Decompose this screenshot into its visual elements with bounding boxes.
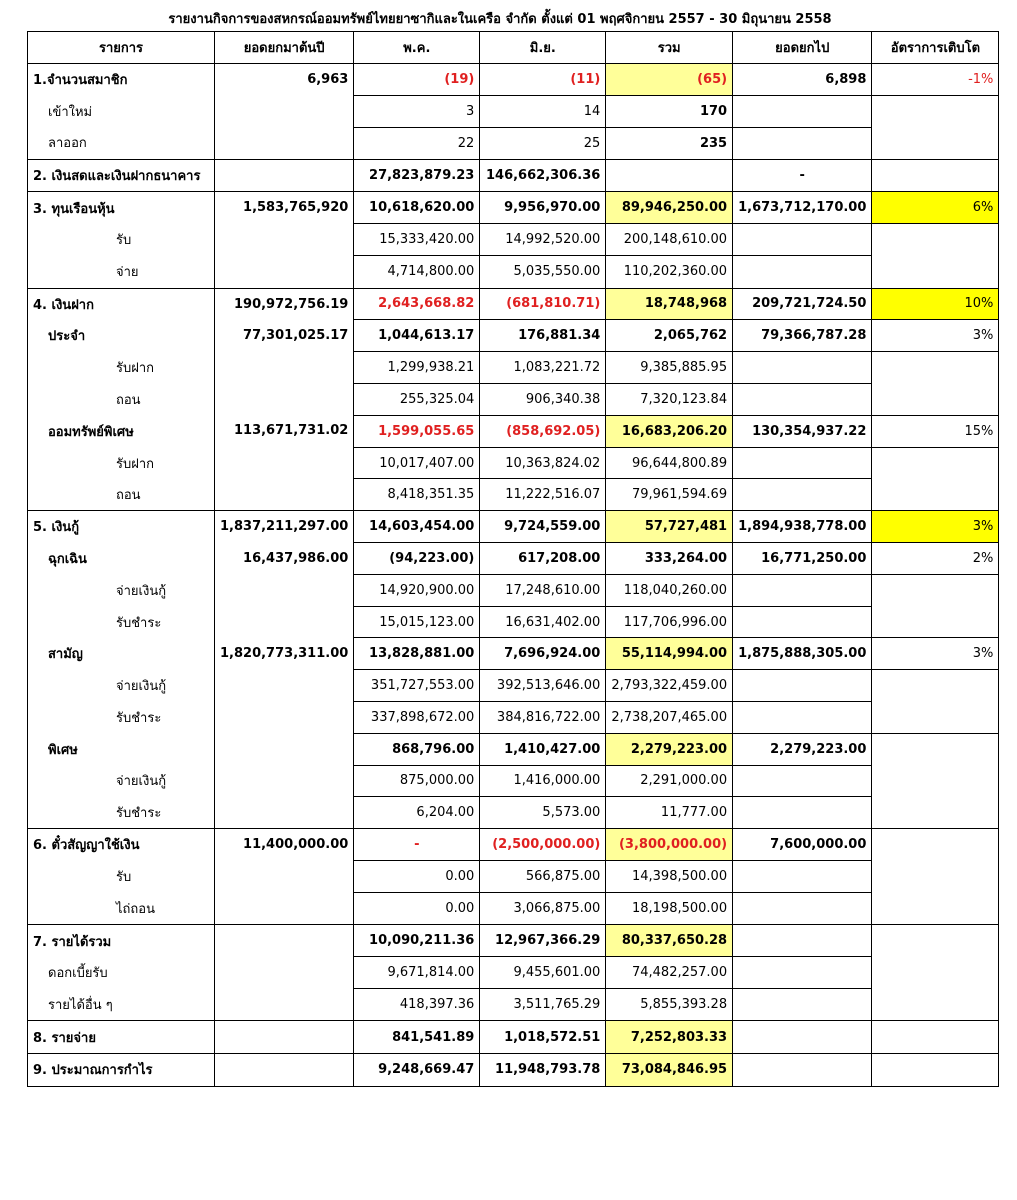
table-row: [28, 797, 999, 829]
growth-rate-cell: [872, 765, 999, 797]
column-header-total: รวม: [606, 32, 733, 64]
row-label: จ่าย: [28, 256, 215, 288]
table-row: [28, 127, 999, 159]
opening-balance-value: [220, 1021, 348, 1053]
opening-balance-value: 190,972,756.19: [233, 296, 349, 312]
carry-forward-cell: 16,771,250.00: [733, 543, 872, 575]
opening-balance-value: [220, 95, 348, 127]
opening-balance-value: 1,820,773,311.00: [220, 646, 349, 662]
growth-rate-cell: [872, 574, 999, 606]
row-label: รับฝาก: [28, 447, 215, 479]
growth-rate-cell: [872, 127, 999, 159]
carry-forward-cell: [733, 670, 872, 702]
growth-rate-cell: 3%: [872, 638, 999, 670]
total-cell: 18,748,968: [606, 288, 733, 320]
june-cell: 9,455,601.00: [480, 957, 606, 989]
carry-forward-cell: 1,673,712,170.00: [733, 192, 872, 224]
may-cell: 1,044,613.17: [354, 320, 480, 352]
june-cell: 11,222,516.07: [480, 479, 606, 511]
row-label: 1.จำนวนสมาชิก: [28, 63, 215, 95]
carry-forward-cell: [733, 925, 872, 957]
june-cell: 12,967,366.29: [480, 925, 606, 957]
growth-rate-cell: [872, 670, 999, 702]
carry-forward-cell: [733, 224, 872, 256]
carry-forward-cell: [733, 574, 872, 606]
opening-balance-value: 1,837,211,297.00: [220, 519, 349, 535]
opening-balance-value: 113,671,731.02: [233, 423, 349, 439]
table-row: [28, 352, 999, 384]
row-label: ออมทรัพย์พิเศษ: [28, 415, 215, 447]
row-label: ถอน: [28, 479, 215, 511]
may-cell: 14,920,900.00: [354, 574, 480, 606]
opening-balance-cell: [215, 192, 354, 288]
row-label: 9. ประมาณการกำไร: [28, 1054, 215, 1087]
table-row: [28, 383, 999, 415]
table-row: [28, 288, 999, 320]
column-header-carry-forward: ยอดยกไป: [733, 32, 872, 64]
june-cell: 16,631,402.00: [480, 606, 606, 638]
carry-forward-cell: [733, 127, 872, 159]
growth-rate-cell: [872, 797, 999, 829]
total-cell: 57,727,481: [606, 511, 733, 543]
row-label: รับ: [28, 861, 215, 893]
opening-balance-value: [220, 701, 348, 733]
opening-balance-value: [220, 127, 348, 159]
carry-forward-cell: [733, 352, 872, 384]
may-cell: (94,223.00): [354, 543, 480, 575]
june-cell: 1,018,572.51: [480, 1021, 606, 1054]
opening-balance-cell: [215, 1054, 354, 1087]
row-label: จ่ายเงินกู้: [28, 574, 215, 606]
may-cell: 255,325.04: [354, 383, 480, 415]
row-label: ประจำ: [28, 320, 215, 352]
growth-rate-cell: 2%: [872, 543, 999, 575]
opening-balance-value: [220, 224, 348, 256]
opening-balance-value: 6,963: [307, 71, 349, 87]
june-cell: 1,416,000.00: [480, 765, 606, 797]
growth-rate-cell: [872, 479, 999, 511]
total-cell: 117,706,996.00: [606, 606, 733, 638]
june-cell: 5,573.00: [480, 797, 606, 829]
table-row: [28, 606, 999, 638]
total-cell: 2,291,000.00: [606, 765, 733, 797]
column-header-may: พ.ค.: [354, 32, 480, 64]
growth-rate-cell: [872, 733, 999, 765]
total-cell: 2,065,762: [606, 320, 733, 352]
opening-balance-value: [220, 256, 348, 288]
table-row: [28, 733, 999, 765]
opening-balance-value: [220, 797, 348, 829]
growth-rate-cell: [872, 1021, 999, 1054]
growth-rate-cell: [872, 1054, 999, 1087]
carry-forward-cell: 209,721,724.50: [733, 288, 872, 320]
growth-rate-cell: [872, 957, 999, 989]
table-row: [28, 1054, 999, 1087]
may-cell: 13,828,881.00: [354, 638, 480, 670]
june-cell: 14,992,520.00: [480, 224, 606, 256]
total-cell: 118,040,260.00: [606, 574, 733, 606]
report-body: [28, 32, 999, 1087]
june-cell: 7,696,924.00: [480, 638, 606, 670]
growth-rate-cell: [872, 925, 999, 957]
report-title: รายงานกิจการของสหกรณ์ออมทรัพย์ไทยยาซากิและในเครือ จำกัด ตั้งแต่ 01 พฤศจิกายน 2557 - 30 มิถุนายน 2558: [168, 12, 832, 27]
june-cell: 1,410,427.00: [480, 733, 606, 765]
report-table: [27, 31, 999, 1087]
may-cell: 6,204.00: [354, 797, 480, 829]
may-cell: 3: [354, 95, 480, 127]
june-cell: 3,066,875.00: [480, 893, 606, 925]
june-cell: 1,083,221.72: [480, 352, 606, 384]
carry-forward-cell: [733, 95, 872, 127]
may-cell: 418,397.36: [354, 989, 480, 1021]
opening-balance-value: [220, 670, 348, 702]
may-cell: 10,090,211.36: [354, 925, 480, 957]
growth-rate-cell: [872, 256, 999, 288]
header-row: [28, 32, 999, 64]
row-label: 3. ทุนเรือนหุ้น: [28, 192, 215, 224]
may-cell: 10,618,620.00: [354, 192, 480, 224]
table-row: [28, 574, 999, 606]
total-cell: [606, 159, 733, 192]
table-row: [28, 447, 999, 479]
june-cell: 11,948,793.78: [480, 1054, 606, 1087]
total-cell: 11,777.00: [606, 797, 733, 829]
carry-forward-cell: [733, 989, 872, 1021]
table-row: [28, 829, 999, 861]
growth-rate-cell: 3%: [872, 320, 999, 352]
may-cell: 2,643,668.82: [354, 288, 480, 320]
row-label: 8. รายจ่าย: [28, 1021, 215, 1054]
table-row: [28, 925, 999, 957]
carry-forward-cell: 1,875,888,305.00: [733, 638, 872, 670]
row-label: 4. เงินฝาก: [28, 288, 215, 320]
total-cell: 74,482,257.00: [606, 957, 733, 989]
total-cell: 96,644,800.89: [606, 447, 733, 479]
may-cell: 9,671,814.00: [354, 957, 480, 989]
may-cell: 4,714,800.00: [354, 256, 480, 288]
carry-forward-cell: [733, 765, 872, 797]
table-row: [28, 543, 999, 575]
growth-rate-cell: 6%: [872, 192, 999, 224]
opening-balance-cell: [215, 511, 354, 829]
row-label: รับ: [28, 224, 215, 256]
carry-forward-cell: [733, 383, 872, 415]
may-cell: 1,599,055.65: [354, 415, 480, 447]
opening-balance-value: [220, 733, 348, 765]
table-row: [28, 320, 999, 352]
total-cell: 80,337,650.28: [606, 925, 733, 957]
row-label: จ่ายเงินกู้: [28, 765, 215, 797]
carry-forward-cell: 7,600,000.00: [733, 829, 872, 861]
opening-balance-value: [220, 893, 348, 925]
table-row: [28, 765, 999, 797]
opening-balance-cell: [215, 63, 354, 159]
table-row: [28, 95, 999, 127]
row-label: ลาออก: [28, 127, 215, 159]
june-cell: 9,724,559.00: [480, 511, 606, 543]
may-cell: (19): [354, 63, 480, 95]
carry-forward-cell: [733, 256, 872, 288]
table-row: [28, 670, 999, 702]
total-cell: 7,320,123.84: [606, 383, 733, 415]
opening-balance-value: [220, 1054, 348, 1086]
table-row: [28, 1021, 999, 1054]
growth-rate-cell: [872, 447, 999, 479]
carry-forward-cell: [733, 861, 872, 893]
table-row: [28, 159, 999, 192]
row-label: ดอกเบี้ยรับ: [28, 957, 215, 989]
row-label: ฉุกเฉิน: [28, 543, 215, 575]
may-cell: 875,000.00: [354, 765, 480, 797]
carry-forward-cell: [733, 797, 872, 829]
carry-forward-cell: 1,894,938,778.00: [733, 511, 872, 543]
row-label: พิเศษ: [28, 733, 215, 765]
june-cell: 566,875.00: [480, 861, 606, 893]
total-cell: 170: [606, 95, 733, 127]
total-cell: (65): [606, 63, 733, 95]
opening-balance-value: [220, 861, 348, 893]
growth-rate-cell: [872, 224, 999, 256]
total-cell: 333,264.00: [606, 543, 733, 575]
row-label: 7. รายได้รวม: [28, 925, 215, 957]
total-cell: 9,385,885.95: [606, 352, 733, 384]
total-cell: 55,114,994.00: [606, 638, 733, 670]
opening-balance-value: [220, 160, 348, 192]
june-cell: 9,956,970.00: [480, 192, 606, 224]
may-cell: 351,727,553.00: [354, 670, 480, 702]
table-row: [28, 989, 999, 1021]
table-row: [28, 192, 999, 224]
may-cell: 1,299,938.21: [354, 352, 480, 384]
opening-balance-cell: [215, 925, 354, 1021]
growth-rate-cell: [872, 861, 999, 893]
may-cell: 27,823,879.23: [354, 159, 480, 192]
carry-forward-cell: [733, 702, 872, 734]
table-row: [28, 638, 999, 670]
carry-forward-cell: 2,279,223.00: [733, 733, 872, 765]
opening-balance-value: 1,583,765,920: [243, 200, 349, 216]
may-cell: 22: [354, 127, 480, 159]
column-header-june: มิ.ย.: [480, 32, 606, 64]
table-row: [28, 415, 999, 447]
carry-forward-cell: [733, 479, 872, 511]
growth-rate-cell: -1%: [872, 63, 999, 95]
may-cell: 0.00: [354, 861, 480, 893]
opening-balance-value: 11,400,000.00: [243, 837, 349, 853]
growth-rate-cell: [872, 893, 999, 925]
total-cell: 5,855,393.28: [606, 989, 733, 1021]
growth-rate-cell: [872, 159, 999, 192]
row-label: เข้าใหม่: [28, 95, 215, 127]
table-row: [28, 256, 999, 288]
june-cell: (858,692.05): [480, 415, 606, 447]
total-cell: 89,946,250.00: [606, 192, 733, 224]
table-row: [28, 479, 999, 511]
table-row: [28, 893, 999, 925]
june-cell: 17,248,610.00: [480, 574, 606, 606]
row-label: 6. ตั๋วสัญญาใช้เงิน: [28, 829, 215, 861]
june-cell: (2,500,000.00): [480, 829, 606, 861]
growth-rate-cell: [872, 989, 999, 1021]
may-cell: 15,333,420.00: [354, 224, 480, 256]
row-label: สามัญ: [28, 638, 215, 670]
may-cell: 15,015,123.00: [354, 606, 480, 638]
table-row: [28, 957, 999, 989]
opening-balance-cell: [215, 829, 354, 925]
carry-forward-cell: [733, 606, 872, 638]
opening-balance-cell: [215, 159, 354, 192]
total-cell: 200,148,610.00: [606, 224, 733, 256]
column-header-opening: ยอดยกมาต้นปี: [215, 32, 354, 64]
opening-balance-value: [220, 575, 348, 607]
opening-balance-value: [220, 765, 348, 797]
carry-forward-cell: [733, 957, 872, 989]
growth-rate-cell: [872, 95, 999, 127]
row-label: รับชำระ: [28, 606, 215, 638]
row-label: จ่ายเงินกู้: [28, 670, 215, 702]
row-label: 5. เงินกู้: [28, 511, 215, 543]
row-label: รับชำระ: [28, 797, 215, 829]
growth-rate-cell: 15%: [872, 415, 999, 447]
opening-balance-value: [220, 606, 348, 638]
opening-balance-value: [220, 957, 348, 989]
total-cell: 79,961,594.69: [606, 479, 733, 511]
carry-forward-cell: [733, 447, 872, 479]
total-cell: 73,084,846.95: [606, 1054, 733, 1087]
row-label: ถอน: [28, 383, 215, 415]
column-header-growth-rate: อัตราการเติบโต: [872, 32, 999, 64]
row-label: 2. เงินสดและเงินฝากธนาคาร: [28, 159, 215, 192]
may-cell: 9,248,669.47: [354, 1054, 480, 1087]
june-cell: 617,208.00: [480, 543, 606, 575]
opening-balance-value: [220, 447, 348, 479]
may-cell: 8,418,351.35: [354, 479, 480, 511]
row-label: รายได้อื่น ๆ: [28, 989, 215, 1021]
row-label: ไถ่ถอน: [28, 893, 215, 925]
june-cell: 392,513,646.00: [480, 670, 606, 702]
june-cell: 3,511,765.29: [480, 989, 606, 1021]
opening-balance-value: [220, 479, 348, 511]
row-label: รับชำระ: [28, 702, 215, 734]
carry-forward-cell: [733, 1054, 872, 1087]
opening-balance-value: [220, 925, 348, 957]
total-cell: 7,252,803.33: [606, 1021, 733, 1054]
growth-rate-cell: [872, 352, 999, 384]
may-cell: 868,796.00: [354, 733, 480, 765]
total-cell: 18,198,500.00: [606, 893, 733, 925]
june-cell: 176,881.34: [480, 320, 606, 352]
growth-rate-cell: 10%: [872, 288, 999, 320]
table-row: [28, 511, 999, 543]
total-cell: 2,793,322,459.00: [606, 670, 733, 702]
carry-forward-cell: 130,354,937.22: [733, 415, 872, 447]
opening-balance-value: [220, 352, 348, 384]
june-cell: 146,662,306.36: [480, 159, 606, 192]
growth-rate-cell: 3%: [872, 511, 999, 543]
carry-forward-cell: 6,898: [733, 63, 872, 95]
june-cell: 10,363,824.02: [480, 447, 606, 479]
growth-rate-cell: [872, 829, 999, 861]
june-cell: 384,816,722.00: [480, 702, 606, 734]
growth-rate-cell: [872, 383, 999, 415]
opening-balance-value: [220, 989, 348, 1021]
carry-forward-cell: [733, 893, 872, 925]
row-label: รับฝาก: [28, 352, 215, 384]
opening-balance-value: 77,301,025.17: [243, 328, 349, 344]
opening-balance-value: [220, 384, 348, 416]
may-cell: 10,017,407.00: [354, 447, 480, 479]
total-cell: 14,398,500.00: [606, 861, 733, 893]
may-cell: 337,898,672.00: [354, 702, 480, 734]
total-cell: 2,279,223.00: [606, 733, 733, 765]
column-header-item: รายการ: [28, 32, 215, 64]
total-cell: 16,683,206.20: [606, 415, 733, 447]
total-cell: 235: [606, 127, 733, 159]
table-row: [28, 63, 999, 95]
june-cell: 14: [480, 95, 606, 127]
may-cell: 841,541.89: [354, 1021, 480, 1054]
table-row: [28, 861, 999, 893]
total-cell: 110,202,360.00: [606, 256, 733, 288]
carry-forward-cell: 79,366,787.28: [733, 320, 872, 352]
june-cell: (11): [480, 63, 606, 95]
growth-rate-cell: [872, 702, 999, 734]
june-cell: 5,035,550.00: [480, 256, 606, 288]
total-cell: 2,738,207,465.00: [606, 702, 733, 734]
carry-forward-cell: -: [733, 159, 872, 192]
june-cell: (681,810.71): [480, 288, 606, 320]
may-cell: 0.00: [354, 893, 480, 925]
growth-rate-cell: [872, 606, 999, 638]
carry-forward-cell: [733, 1021, 872, 1054]
may-cell: -: [354, 829, 480, 861]
table-row: [28, 224, 999, 256]
may-cell: 14,603,454.00: [354, 511, 480, 543]
opening-balance-cell: [215, 288, 354, 511]
table-row: [28, 702, 999, 734]
opening-balance-value: 16,437,986.00: [243, 551, 349, 566]
total-cell: (3,800,000.00): [606, 829, 733, 861]
june-cell: 25: [480, 127, 606, 159]
june-cell: 906,340.38: [480, 383, 606, 415]
opening-balance-cell: [215, 1021, 354, 1054]
